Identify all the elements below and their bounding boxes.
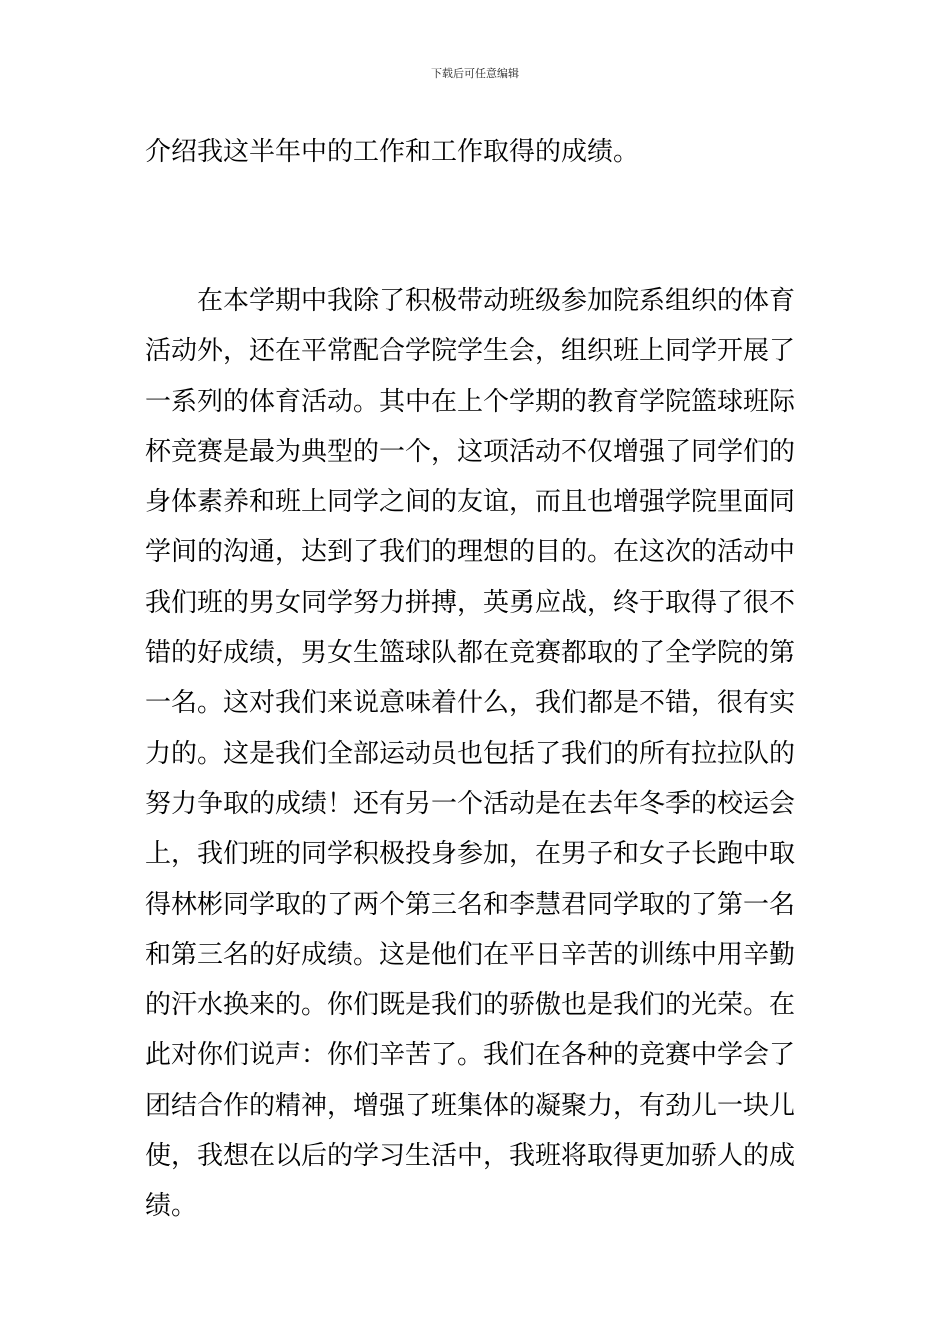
paragraph-line: 绩。 (145, 1191, 198, 1222)
paragraph-line: 错的好成绩，男女生篮球队都在竞赛都取的了全学院的第 (145, 638, 796, 669)
header-note: 下载后可任意编辑 (431, 67, 519, 80)
paragraph-line: 一名。这对我们来说意味着什么，我们都是不错，很有实 (145, 688, 796, 719)
paragraph-line: 团结合作的精神，增强了班集体的凝聚力，有劲儿一块儿 (145, 1090, 796, 1121)
paragraph-line: 身体素养和班上同学之间的友谊，而且也增强学院里面同 (145, 487, 796, 518)
paragraph-line: 一系列的体育活动。其中在上个学期的教育学院篮球班际 (145, 386, 796, 417)
lead-sentence: 介绍我这半年中的工作和工作取得的成绩。 (145, 137, 640, 167)
paragraph-line: 学间的沟通，达到了我们的理想的目的。在这次的活动中 (145, 537, 796, 568)
paragraph-line: 此对你们说声：你们辛苦了。我们在各种的竞赛中学会了 (145, 1040, 796, 1071)
paragraph-line: 杯竞赛是最为典型的一个，这项活动不仅增强了同学们的 (145, 436, 796, 467)
paragraph-line: 得林彬同学取的了两个第三名和李慧君同学取的了第一名 (145, 889, 796, 920)
body-paragraph (145, 276, 810, 1232)
paragraph-line: 力的。这是我们全部运动员也包括了我们的所有拉拉队的 (145, 738, 796, 769)
paragraph-line: 和第三名的好成绩。这是他们在平日辛苦的训练中用辛勤 (145, 939, 796, 970)
paragraph-line: 在本学期中我除了积极带动班级参加院系组织的体育 (197, 286, 796, 316)
paragraph-line: 使，我想在以后的学习生活中，我班将取得更加骄人的成 (145, 1141, 796, 1172)
paragraph-line: 努力争取的成绩！还有另一个活动是在去年冬季的校运会 (145, 788, 796, 819)
paragraph-line: 我们班的男女同学努力拼搏，英勇应战，终于取得了很不 (145, 587, 796, 618)
paragraph-line: 的汗水换来的。你们既是我们的骄傲也是我们的光荣。在 (145, 990, 796, 1021)
paragraph-line: 活动外，还在平常配合学院学生会，组织班上同学开展了 (145, 336, 796, 367)
paragraph-line: 上，我们班的同学积极投身参加，在男子和女子长跑中取 (145, 839, 796, 870)
